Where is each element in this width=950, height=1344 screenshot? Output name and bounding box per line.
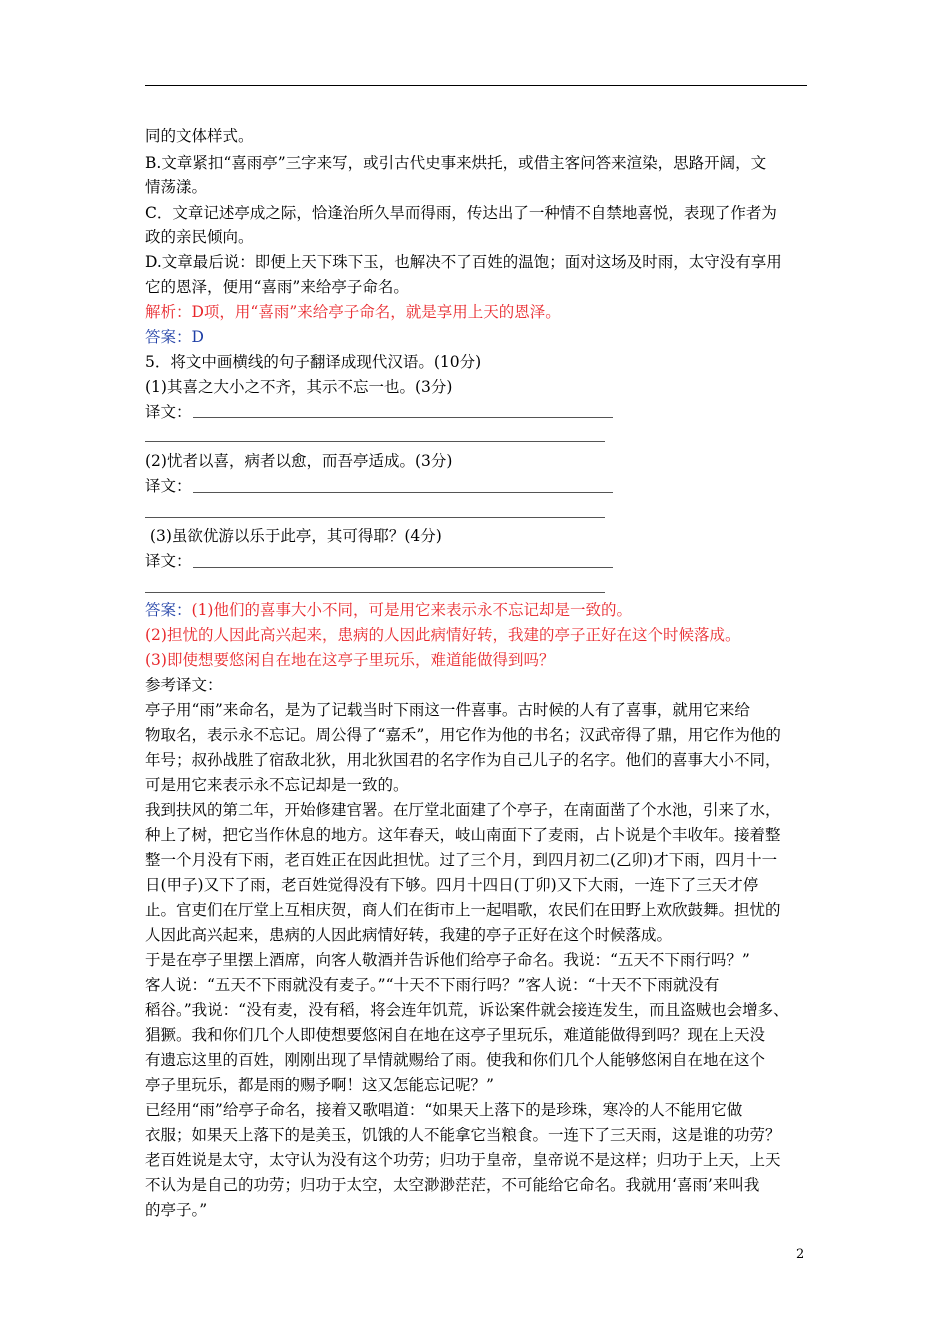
question-line: 5．将文中画横线的句子翻译成现代汉语。(10分) bbox=[145, 353, 482, 371]
answer-blank bbox=[193, 492, 613, 493]
text-line: 种上了树，把它当作休息的地方。这年春天，岐山南面下了麦雨，占卜说是个丰收年。接着整 bbox=[145, 826, 781, 844]
text-line: 已经用“雨”给亭子命名，接着又歌唱道：“如果天上落下的是珍珠，寒冷的人不能用它做 bbox=[145, 1101, 743, 1119]
answer-blank bbox=[145, 592, 605, 593]
answer-line: (3)即使想要悠闲自在地在这亭子里玩乐，难道能做得到吗？ bbox=[145, 651, 555, 669]
header-rule bbox=[145, 85, 807, 86]
answer-blank bbox=[193, 567, 613, 568]
answer-blank bbox=[145, 441, 605, 442]
page-number: 2 bbox=[796, 1247, 805, 1262]
text-line: 情荡漾。 bbox=[145, 178, 208, 196]
text-line: 客人说：“五天不下雨就没有麦子。”“十天不下雨行吗？”客人说：“十天不下雨就没有 bbox=[145, 976, 720, 994]
answer-line: (2)担忧的人因此高兴起来，患病的人因此病情好转，我建的亭子正好在这个时候落成。 bbox=[145, 626, 741, 644]
answer-line: 答案：D bbox=[145, 328, 204, 346]
answer-line bbox=[145, 600, 632, 620]
text-line: 它的恩泽，便用“喜雨”来给亭子命名。 bbox=[145, 278, 409, 296]
text-line: 亭子用“雨”来命名，是为了记载当时下雨这一件喜事。古时候的人有了喜事，就用它来给 bbox=[145, 701, 750, 719]
text-line: 亭子里玩乐，都是雨的赐予啊！这又怎能忘记呢？” bbox=[145, 1076, 494, 1094]
question-line: (3)虽欲优游以乐于此亭，其可得耶？(4分) bbox=[145, 527, 442, 545]
text-line: 猖獗。我和你们几个人即使想要悠闲自在地在这亭子里玩乐，难道能做得到吗？现在上天没 bbox=[145, 1026, 766, 1044]
text-line: 的亭子。” bbox=[145, 1201, 208, 1219]
text-line: 衣服；如果天上落下的是美玉，饥饿的人不能拿它当粮食。一连下了三天雨，这是谁的功劳？ bbox=[145, 1126, 781, 1144]
text-line: 人因此高兴起来，患病的人因此病情好转，我建的亭子正好在这个时候落成。 bbox=[145, 926, 673, 944]
text-line: D.文章最后说：即便上天下珠下玉，也解决不了百姓的温饱；面对这场及时雨，太守没有享用 bbox=[145, 253, 782, 271]
text-line: 日(甲子)又下了雨，老百姓觉得没有下够。四月十四日(丁卯)又下大雨，一连下了三天才停 bbox=[145, 876, 759, 894]
text-line: 政的亲民倾向。 bbox=[145, 228, 254, 246]
answer-text: (1)他们的喜事大小不同，可是用它来表示永不忘记却是一致的。 bbox=[191, 601, 632, 619]
text-line: 有遗忘这里的百姓，刚刚出现了旱情就赐给了雨。使我和你们几个人能够悠闲自在地在这个 bbox=[145, 1051, 766, 1069]
answer-blank bbox=[145, 517, 605, 518]
translation-label: 译文： bbox=[145, 403, 192, 421]
answer-label: 答案： bbox=[145, 601, 192, 619]
translation-label: 译文： bbox=[145, 552, 192, 570]
text-line: C．文章记述亭成之际，恰逢治所久旱而得雨，传达出了一种情不自禁地喜悦，表现了作者为 bbox=[145, 204, 777, 222]
text-line: 同的文体样式。 bbox=[145, 127, 254, 145]
text-line: 止。官吏们在厅堂上互相庆贺，商人们在街市上一起唱歌，农民们在田野上欢欣鼓舞。担忧的 bbox=[145, 901, 781, 919]
text-line: 不认为是自己的功劳；归功于太空，太空渺渺茫茫，不可能给它命名。我就用‘喜雨’来叫我 bbox=[145, 1176, 760, 1194]
text-line: 老百姓说是太守，太守认为没有这个功劳；归功于皇帝，皇帝说不是这样；归功于上天，上天 bbox=[145, 1151, 781, 1169]
text-line: 可是用它来表示永不忘记却是一致的。 bbox=[145, 776, 409, 794]
text-line: 整一个月没有下雨，老百姓正在因此担忧。过了三个月，到四月初二(乙卯)才下雨，四月十一 bbox=[145, 851, 778, 869]
text-line: B.文章紧扣“喜雨亭”三字来写，或引古代史事来烘托，或借主客问答来渲染，思路开阔，文 bbox=[145, 154, 767, 172]
question-line: (2)忧者以喜，病者以愈，而吾亭适成。(3分) bbox=[145, 452, 453, 470]
translation-label: 译文： bbox=[145, 477, 192, 495]
question-line: (1)其喜之大小之不齐，其示不忘一也。(3分) bbox=[145, 378, 453, 396]
text-line: 于是在亭子里摆上酒席，向客人敬酒并告诉他们给亭子命名。我说：“五天不下雨行吗？” bbox=[145, 951, 750, 969]
text-line: 物取名，表示永不忘记。周公得了“嘉禾”，用它作为他的书名；汉武帝得了鼎，用它作为他的 bbox=[145, 726, 781, 744]
text-line: 参考译文： bbox=[145, 676, 223, 694]
answer-blank bbox=[193, 417, 613, 418]
analysis-line: 解析：D项，用“喜雨”来给亭子命名，就是享用上天的恩泽。 bbox=[145, 303, 561, 321]
text-line: 我到扶风的第二年，开始修建官署。在厅堂北面建了个亭子，在南面凿了个水池，引来了水， bbox=[145, 801, 781, 819]
text-line: 年号；叔孙战胜了宿敌北狄，用北狄国君的名字作为自己儿子的名字。他们的喜事大小不同， bbox=[145, 751, 781, 769]
text-line: 稻谷。”我说：“没有麦，没有稻，将会连年饥荒，诉讼案件就会接连发生，而且盗贼也会增多、 bbox=[145, 1001, 789, 1019]
